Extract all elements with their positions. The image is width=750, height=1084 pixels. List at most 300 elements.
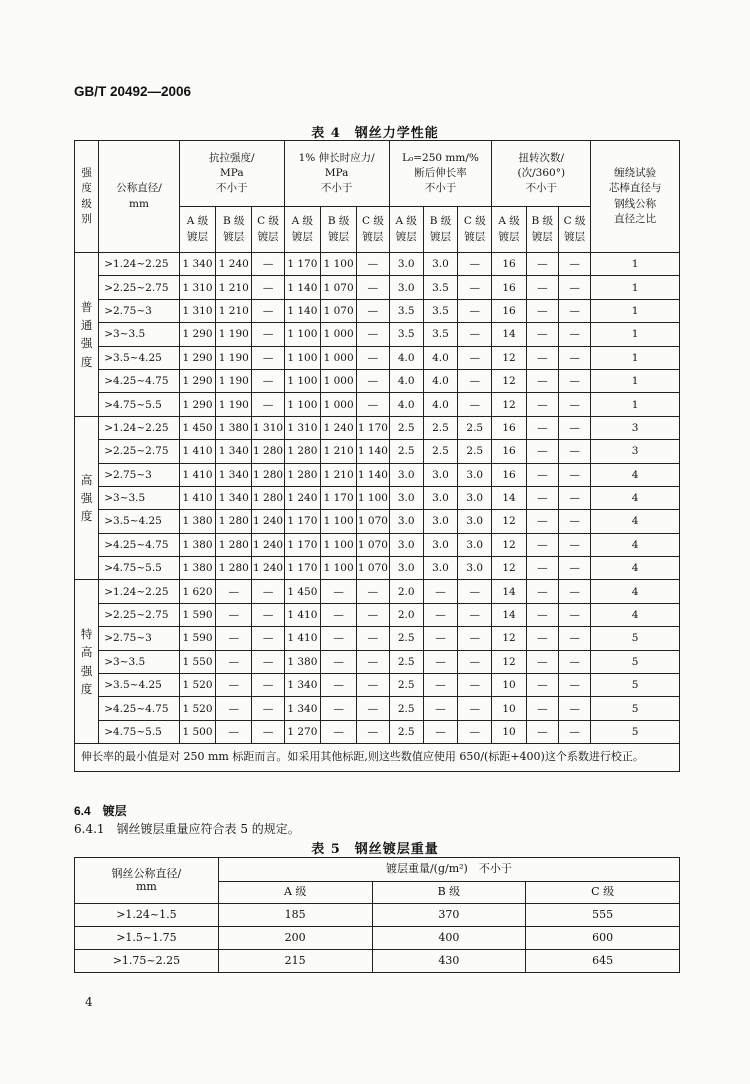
table-cell: —	[558, 674, 590, 697]
table-cell: >4.75~5.5	[99, 557, 180, 580]
table-cell: 1 280	[284, 463, 320, 486]
table-cell: 645	[526, 950, 680, 973]
table-cell: 4	[591, 486, 680, 509]
table-note: 伸长率的最小值是对 250 mm 标距而言。如采用其他标距,则这些数值应使用 650/(标距+400)这个系数进行校正。	[75, 744, 680, 772]
table-cell: —	[357, 299, 389, 322]
table-cell: 1 240	[252, 510, 284, 533]
table-cell: 4	[591, 557, 680, 580]
standard-code: GB/T 20492—2006	[74, 84, 192, 99]
table-cell: —	[252, 323, 284, 346]
coating-class-header: B 级 镀层	[423, 207, 457, 253]
table-cell: 16	[492, 276, 526, 299]
table-cell: 4.0	[423, 369, 457, 392]
table-cell: 1	[591, 323, 680, 346]
elongation-header: L₀=250 mm/% 断后伸长率 不小于	[389, 141, 492, 207]
table-cell: 1 190	[216, 346, 252, 369]
table-cell: 1 240	[321, 416, 357, 439]
table-cell: —	[357, 346, 389, 369]
table-cell: 1 240	[216, 253, 252, 276]
table-cell: 16	[492, 440, 526, 463]
table-cell: 555	[526, 904, 680, 927]
table-cell: 1 520	[179, 674, 215, 697]
table-cell: —	[252, 276, 284, 299]
table-cell: —	[558, 323, 590, 346]
table-cell: —	[526, 393, 558, 416]
table-cell: —	[357, 674, 389, 697]
table-cell: 4.0	[389, 369, 423, 392]
table-cell: 1 280	[216, 557, 252, 580]
table-cell: —	[216, 603, 252, 626]
table-cell: >1.24~2.25	[99, 416, 180, 439]
table-cell: —	[526, 580, 558, 603]
table-cell: 5	[591, 674, 680, 697]
coating-class-header: C 级 镀层	[252, 207, 284, 253]
table-cell: >4.25~4.75	[99, 369, 180, 392]
table-cell: 1 380	[179, 533, 215, 556]
table-cell: 1 270	[284, 720, 320, 743]
table-cell: 16	[492, 299, 526, 322]
table-cell: 1 450	[284, 580, 320, 603]
table-cell: 430	[372, 950, 526, 973]
table-cell: 1 340	[284, 697, 320, 720]
table-cell: 1 100	[321, 533, 357, 556]
table-cell: —	[321, 650, 357, 673]
table-cell: —	[458, 720, 492, 743]
table-cell: 185	[218, 904, 372, 927]
table-cell: —	[357, 603, 389, 626]
table-cell: —	[526, 557, 558, 580]
table-cell: 1 590	[179, 627, 215, 650]
table-cell: 1 070	[357, 533, 389, 556]
table-cell: 215	[218, 950, 372, 973]
table-cell: —	[423, 720, 457, 743]
table-cell: >2.25~2.75	[99, 440, 180, 463]
table-cell: —	[252, 650, 284, 673]
table-cell: 1 410	[284, 627, 320, 650]
table-cell: —	[526, 440, 558, 463]
table-cell: —	[321, 697, 357, 720]
table-cell: —	[252, 627, 284, 650]
table-row	[75, 299, 680, 322]
table-cell: 1 100	[284, 393, 320, 416]
section-heading: 6.4 镀层	[74, 804, 127, 818]
table-cell: 1 140	[357, 463, 389, 486]
table-cell: —	[526, 369, 558, 392]
table-cell: —	[458, 697, 492, 720]
coating-class-header: C 级 镀层	[558, 207, 590, 253]
table-cell: 2.5	[389, 697, 423, 720]
table-cell: 3.0	[423, 486, 457, 509]
table-cell: —	[423, 674, 457, 697]
table-cell: 4.0	[423, 346, 457, 369]
table-cell: >2.75~3	[99, 299, 180, 322]
table-cell: 12	[492, 533, 526, 556]
coating-class-header: B 级 镀层	[526, 207, 558, 253]
table-cell: —	[526, 276, 558, 299]
table-cell: —	[558, 580, 590, 603]
table-row	[75, 346, 680, 369]
table-cell: >3~3.5	[99, 323, 180, 346]
table-cell: 1 190	[216, 323, 252, 346]
table-cell: 10	[492, 697, 526, 720]
table-cell: 12	[492, 369, 526, 392]
table-cell: 1 340	[284, 674, 320, 697]
table-cell: 1 340	[216, 463, 252, 486]
table-cell: 1 520	[179, 697, 215, 720]
table-cell: 200	[218, 927, 372, 950]
table-cell: 14	[492, 580, 526, 603]
table5-sub-c: C 级	[526, 882, 680, 904]
table-cell: 3.0	[423, 533, 457, 556]
table-cell: 1 410	[284, 603, 320, 626]
table-cell: —	[252, 369, 284, 392]
table-cell: —	[216, 627, 252, 650]
coating-class-header: C 级 镀层	[357, 207, 389, 253]
table-cell: 1 280	[216, 533, 252, 556]
table-cell: —	[357, 323, 389, 346]
table-cell: 1 380	[179, 510, 215, 533]
table-cell: 1 280	[252, 440, 284, 463]
table-cell: 1 070	[357, 510, 389, 533]
page-number: 4	[85, 995, 93, 1009]
table-cell: 3.0	[458, 463, 492, 486]
table-cell: 1 140	[284, 299, 320, 322]
table-cell: 370	[372, 904, 526, 927]
table-cell: —	[526, 533, 558, 556]
table-cell: 3.0	[389, 533, 423, 556]
table-cell: —	[558, 533, 590, 556]
table-cell: —	[558, 510, 590, 533]
table-row	[75, 697, 680, 720]
table-cell: —	[526, 650, 558, 673]
table-cell: 2.5	[423, 416, 457, 439]
table-cell: >3.5~4.25	[99, 346, 180, 369]
table-cell: 1 310	[179, 276, 215, 299]
table-cell: 1 450	[179, 416, 215, 439]
table-cell: 3.0	[389, 510, 423, 533]
table-cell: 1 340	[179, 253, 215, 276]
table-cell: —	[526, 720, 558, 743]
table-cell: >3~3.5	[99, 650, 180, 673]
table-cell: 2.5	[458, 440, 492, 463]
table-cell: —	[526, 253, 558, 276]
table-cell: 3.0	[389, 253, 423, 276]
table-cell: —	[526, 627, 558, 650]
table-cell: >3.5~4.25	[99, 674, 180, 697]
table-cell: —	[321, 627, 357, 650]
table-row	[75, 393, 680, 416]
table-cell: >2.75~3	[99, 627, 180, 650]
table-cell: 1 000	[321, 323, 357, 346]
table4-caption: 表 4 钢丝力学性能	[311, 126, 439, 141]
table-cell: —	[458, 627, 492, 650]
table-row	[75, 904, 680, 927]
table-cell: 14	[492, 486, 526, 509]
table-cell: 1 310	[179, 299, 215, 322]
table-cell: 3.0	[389, 276, 423, 299]
table-cell: 1 100	[357, 486, 389, 509]
table-cell: 2.0	[389, 580, 423, 603]
table-cell: —	[357, 276, 389, 299]
table-cell: 1 070	[321, 276, 357, 299]
table-cell: 12	[492, 346, 526, 369]
table-row	[75, 927, 680, 950]
table-cell: —	[458, 346, 492, 369]
table5-caption: 表 5 钢丝镀层重量	[311, 842, 439, 857]
table-cell: 1 550	[179, 650, 215, 673]
table-cell: —	[252, 299, 284, 322]
table-cell: —	[558, 299, 590, 322]
table-cell: 1 410	[179, 486, 215, 509]
table-cell: —	[558, 697, 590, 720]
table-cell: 2.5	[389, 650, 423, 673]
table-row	[75, 603, 680, 626]
table-cell: 12	[492, 627, 526, 650]
table-cell: —	[216, 580, 252, 603]
table-row	[75, 627, 680, 650]
table-cell: —	[558, 276, 590, 299]
tensile-header: 抗拉强度/ MPa 不小于	[179, 141, 284, 207]
table-cell: 1 100	[284, 323, 320, 346]
table-cell: —	[558, 650, 590, 673]
table-cell: —	[458, 603, 492, 626]
table-cell: —	[321, 720, 357, 743]
table5-sub-a: A 级	[218, 882, 372, 904]
table-cell: 2.5	[423, 440, 457, 463]
table-cell: —	[458, 276, 492, 299]
table-cell: 4.0	[423, 393, 457, 416]
table-cell: 1 170	[284, 533, 320, 556]
table-cell: 1 170	[284, 253, 320, 276]
table-cell: 1 340	[216, 486, 252, 509]
table-cell: 2.5	[389, 674, 423, 697]
table-cell: —	[458, 650, 492, 673]
table-cell: 2.5	[389, 440, 423, 463]
table-cell: 1 210	[321, 463, 357, 486]
table-cell: 1 280	[284, 440, 320, 463]
table-cell: 1 000	[321, 393, 357, 416]
table-cell: 1 240	[252, 557, 284, 580]
table-cell: —	[216, 674, 252, 697]
table-cell: —	[357, 369, 389, 392]
table-row	[75, 580, 680, 603]
table-cell: —	[458, 299, 492, 322]
table-cell: 1 140	[284, 276, 320, 299]
table-cell: 1 590	[179, 603, 215, 626]
coating-class-header: C 级 镀层	[458, 207, 492, 253]
coating-class-header: A 级 镀层	[389, 207, 423, 253]
table-row	[75, 440, 680, 463]
table-cell: —	[526, 323, 558, 346]
table-cell: >1.75~2.25	[75, 950, 219, 973]
table-cell: —	[216, 650, 252, 673]
table-cell: 16	[492, 416, 526, 439]
table-cell: 1	[591, 276, 680, 299]
table-cell: >1.24~1.5	[75, 904, 219, 927]
table-cell: —	[558, 440, 590, 463]
table-cell: 4.0	[389, 393, 423, 416]
table-cell: 3.0	[458, 510, 492, 533]
table-cell: 1 280	[252, 463, 284, 486]
table-cell: —	[458, 323, 492, 346]
table-cell: 1 340	[216, 440, 252, 463]
table-row	[75, 510, 680, 533]
table-cell: >3.5~4.25	[99, 510, 180, 533]
table-row	[75, 950, 680, 973]
table-cell: 3.0	[389, 557, 423, 580]
table-cell: 3	[591, 440, 680, 463]
table-cell: —	[357, 580, 389, 603]
table-cell: —	[526, 486, 558, 509]
table-cell: —	[458, 393, 492, 416]
table-cell: 1 210	[216, 299, 252, 322]
table-cell: 5	[591, 627, 680, 650]
table-cell: 1 280	[216, 510, 252, 533]
table-cell: 1 310	[284, 416, 320, 439]
table-cell: 2.5	[389, 416, 423, 439]
table-cell: —	[526, 463, 558, 486]
table-cell: 600	[526, 927, 680, 950]
coating-class-header: A 级 镀层	[492, 207, 526, 253]
table-cell: —	[423, 603, 457, 626]
table-cell: 10	[492, 674, 526, 697]
table-cell: —	[526, 346, 558, 369]
table-cell: 12	[492, 557, 526, 580]
table-cell: 1	[591, 299, 680, 322]
table-cell: 1 100	[284, 369, 320, 392]
coating-weight-table	[74, 857, 680, 973]
table-row	[75, 276, 680, 299]
table-cell: —	[252, 674, 284, 697]
table-cell: 3.0	[423, 557, 457, 580]
table-cell: 3.0	[458, 557, 492, 580]
table-cell: 1 140	[357, 440, 389, 463]
table-cell: 3.0	[423, 253, 457, 276]
table-cell: 3.0	[389, 463, 423, 486]
table-cell: 1 240	[252, 533, 284, 556]
table-cell: —	[458, 674, 492, 697]
table-cell: —	[252, 346, 284, 369]
table-cell: 1 280	[252, 486, 284, 509]
table-cell: —	[252, 603, 284, 626]
table-cell: —	[558, 463, 590, 486]
table-cell: —	[423, 697, 457, 720]
coating-class-header: A 级 镀层	[284, 207, 320, 253]
table-cell: 1 500	[179, 720, 215, 743]
table-cell: 1 170	[284, 557, 320, 580]
table-cell: >2.75~3	[99, 463, 180, 486]
coating-class-header: A 级 镀层	[179, 207, 215, 253]
table-cell: —	[558, 557, 590, 580]
table-cell: —	[321, 580, 357, 603]
diameter-header: 公称直径/ mm	[99, 141, 180, 253]
table-cell: 3.5	[423, 323, 457, 346]
table-cell: 1 410	[179, 440, 215, 463]
table-cell: 1 100	[321, 557, 357, 580]
grade-header: 强 度 级 别	[75, 141, 99, 253]
table-cell: —	[558, 720, 590, 743]
table-cell: —	[321, 674, 357, 697]
table-cell: —	[558, 369, 590, 392]
ratio-header: 缠绕试验 芯棒直径与 钢线公称 直径之比	[591, 141, 680, 253]
table-cell: 1 290	[179, 323, 215, 346]
table-cell: —	[216, 697, 252, 720]
mechanical-properties-table	[74, 140, 680, 772]
table-cell: —	[252, 580, 284, 603]
table-cell: —	[357, 253, 389, 276]
table-cell: —	[458, 253, 492, 276]
section-clause: 6.4.1 钢丝镀层重量应符合表 5 的规定。	[74, 822, 300, 836]
table-cell: 14	[492, 603, 526, 626]
table-cell: 4	[591, 463, 680, 486]
table-cell: —	[526, 510, 558, 533]
table-row	[75, 323, 680, 346]
table-cell: 3.5	[389, 299, 423, 322]
table-cell: 1 190	[216, 393, 252, 416]
table-cell: —	[321, 603, 357, 626]
table-row	[75, 253, 680, 276]
table-cell: 3	[591, 416, 680, 439]
table-cell: —	[558, 346, 590, 369]
strength-grade-cell: 高 强 度	[75, 416, 99, 580]
table-cell: 1	[591, 253, 680, 276]
strength-grade-cell: 特 高 强 度	[75, 580, 99, 744]
table-cell: >4.75~5.5	[99, 393, 180, 416]
table-cell: 1 170	[357, 416, 389, 439]
table-cell: 1 000	[321, 346, 357, 369]
table-cell: 1	[591, 393, 680, 416]
table-cell: —	[252, 393, 284, 416]
torsion-header: 扭转次数/ (次/360°) 不小于	[492, 141, 591, 207]
table-cell: —	[558, 627, 590, 650]
table-cell: 2.0	[389, 603, 423, 626]
table-cell: —	[357, 720, 389, 743]
table-cell: 1 190	[216, 369, 252, 392]
table-cell: —	[216, 720, 252, 743]
table-cell: >4.75~5.5	[99, 720, 180, 743]
table-row	[75, 674, 680, 697]
table-cell: —	[558, 603, 590, 626]
table-row	[75, 369, 680, 392]
table-cell: —	[357, 393, 389, 416]
table-cell: —	[357, 697, 389, 720]
table-cell: 12	[492, 393, 526, 416]
table-cell: 1 170	[284, 510, 320, 533]
table-cell: —	[252, 253, 284, 276]
table-cell: 3.0	[423, 510, 457, 533]
table-row	[75, 486, 680, 509]
table-cell: 1 380	[284, 650, 320, 673]
table-cell: 1 290	[179, 369, 215, 392]
table-cell: 10	[492, 720, 526, 743]
table-cell: 4	[591, 580, 680, 603]
table-cell: >4.25~4.75	[99, 697, 180, 720]
table-cell: >2.25~2.75	[99, 276, 180, 299]
table-cell: 1 170	[321, 486, 357, 509]
table-cell: >4.25~4.75	[99, 533, 180, 556]
table-cell: 3.5	[423, 299, 457, 322]
table-cell: 1 100	[321, 253, 357, 276]
table-cell: >3~3.5	[99, 486, 180, 509]
table-cell: 2.5	[389, 627, 423, 650]
table-cell: —	[526, 603, 558, 626]
table-cell: 3.0	[458, 486, 492, 509]
table-cell: 5	[591, 720, 680, 743]
table-cell: 12	[492, 650, 526, 673]
coating-class-header: B 级 镀层	[321, 207, 357, 253]
table-cell: 5	[591, 697, 680, 720]
table-cell: 16	[492, 463, 526, 486]
